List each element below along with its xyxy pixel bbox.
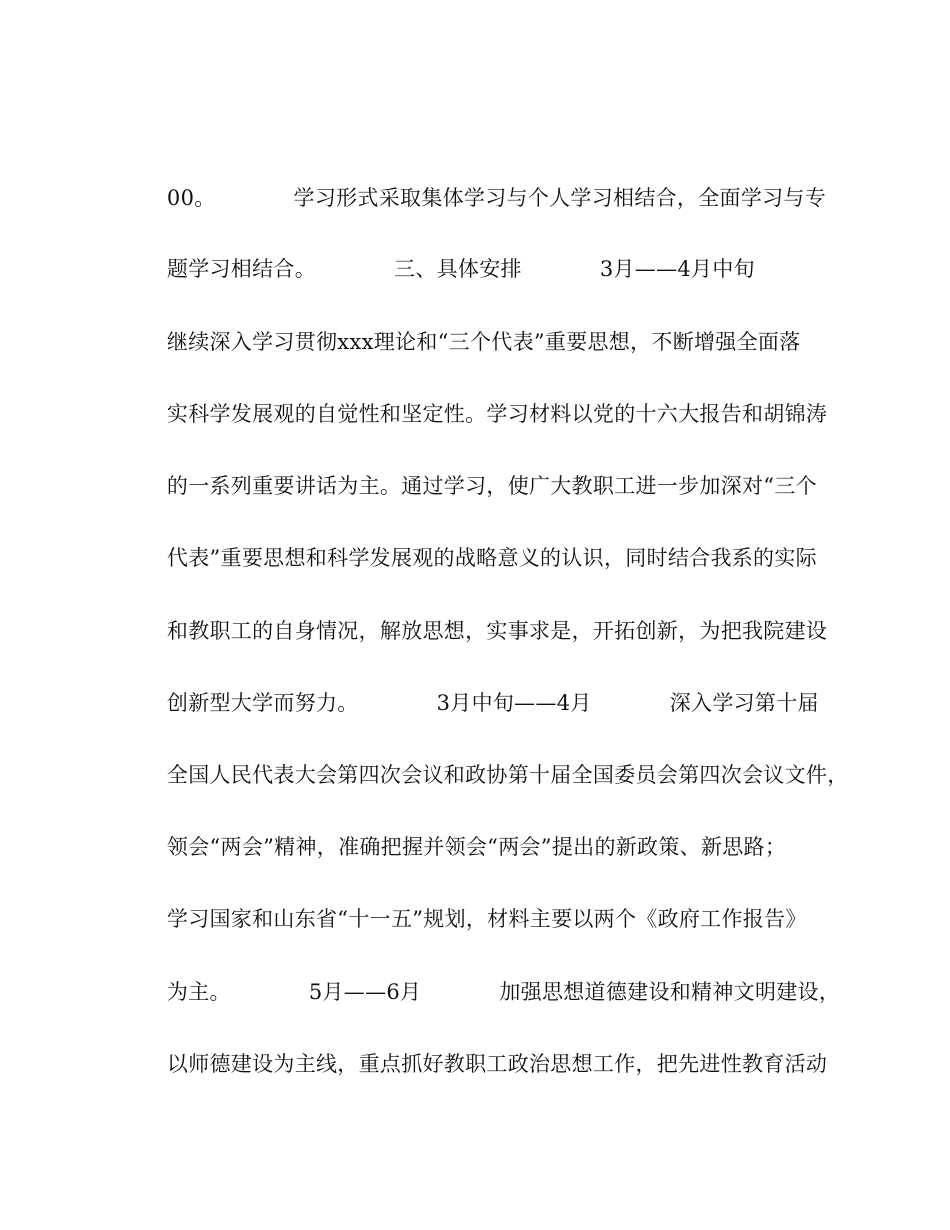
text-line-13: [139, 1004, 839, 1076]
text-segment: 全国人民代表大会第四次会议和政协第十届全国委员会第四次会议文件，: [166, 763, 849, 787]
text-segment: 为主。: [166, 980, 231, 1004]
text-line-1: [139, 138, 839, 210]
text-segment: 三、具体安排: [394, 257, 522, 281]
text-segment: 代表”重要思想和科学发展观的战略意义的认识，同时结合我系的实际: [166, 546, 817, 570]
text-line-8: [139, 643, 839, 715]
text-line-9: [139, 715, 849, 787]
text-segment: 领会“两会”精神，准确把握并领会“两会”提出的新政策、新思路；: [166, 835, 787, 859]
text-line-5: [139, 426, 839, 498]
text-segment: 加强思想道德建设和精神文明建设，: [499, 980, 841, 1004]
text-segment: 创新型大学而努力。: [166, 691, 359, 715]
text-line-11: [139, 859, 839, 931]
text-segment: 学习国家和山东省“十一五”规划，材料主要以两个《政府工作报告》: [166, 907, 807, 931]
text-line-3: [139, 282, 839, 354]
text-segment: 的一系列重要讲话为主。通过学习，使广大教职工进一步加深对“三个: [166, 474, 817, 498]
text-segment: 和教职工的自身情况，解放思想，实事求是，开拓创新，为把我院建设: [166, 619, 828, 643]
text-segment: 3月中旬——4月: [436, 691, 592, 715]
text-line-12: [139, 932, 841, 1004]
text-line-6: [139, 498, 839, 570]
text-segment: 5月——6月: [308, 980, 422, 1004]
text-line-2: [139, 209, 839, 281]
text-line-10: [139, 787, 839, 859]
text-segment: 以师德建设为主线，重点抓好教职工政治思想工作，把先进性教育活动: [166, 1052, 828, 1076]
text-segment: 继续深入学习贯彻xxx理论和“三个代表”重要思想，不断增强全面落: [166, 330, 801, 354]
text-line-7: [139, 571, 839, 643]
text-segment: 实科学发展观的自觉性和坚定性。学习材料以党的十六大报告和胡锦涛: [166, 402, 828, 426]
text-segment: 深入学习第十届: [669, 691, 819, 715]
text-segment: 学习形式采取集体学习与个人学习相结合，全面学习与专: [293, 186, 827, 210]
text-segment: 3月——4月中旬: [599, 257, 755, 281]
text-line-4: [139, 354, 839, 426]
text-segment: 00。: [166, 186, 216, 210]
text-segment: 题学习相结合。: [166, 257, 317, 281]
